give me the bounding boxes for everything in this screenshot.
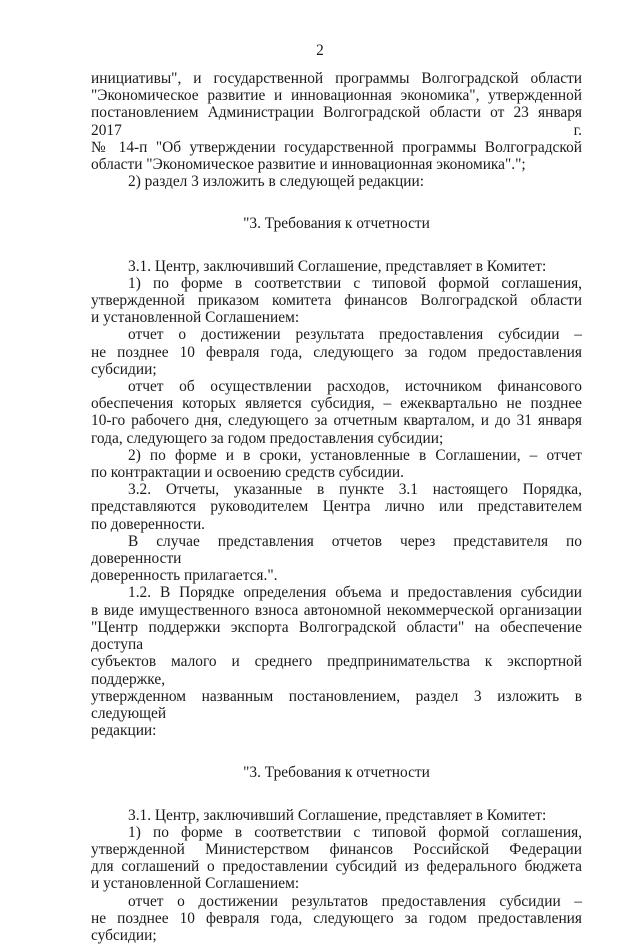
section-heading: "3. Требования к отчетности	[243, 215, 430, 233]
text-line: утвержденной Министерством финансов Российской Федерации	[91, 840, 582, 858]
document-body	[91, 70, 582, 944]
text-line: области "Экономическое развитие и инновационная экономика".";	[91, 156, 526, 174]
text-line: утвержденном названным постановлением, раздел 3 изложить в следующей	[91, 687, 582, 722]
text-line: в виде имущественного взноса автономной некоммерческой организации	[91, 601, 582, 619]
text-line: 2) по форме и в сроки, установленные в Соглашении, – отчет	[128, 446, 582, 464]
text-line: 3.1. Центр, заключивший Соглашение, представляет в Комитет:	[128, 806, 547, 824]
text-line: отчет об осуществлении расходов, источником финансового	[128, 378, 582, 396]
text-line: № 14-п "Об утверждении государственной программы Волгоградской	[91, 138, 582, 156]
text-line: постановлением Администрации Волгоградской области от 23 января 2017 г.	[91, 104, 582, 139]
text-line: для соглашений о предоставлении субсидий из федерального бюджета	[91, 858, 582, 876]
text-line: инициативы", и государственной программы Волгоградской области	[91, 70, 582, 87]
text-line: утвержденной приказом комитета финансов Волгоградской области	[91, 292, 582, 310]
text-line: редакции:	[91, 722, 157, 740]
text-line: и установленной Соглашением:	[91, 309, 300, 327]
text-line: обеспечения которых является субсидия, – ежеквартально не позднее	[91, 395, 582, 413]
text-line: года, следующего за годом предоставления субсидии;	[91, 429, 444, 447]
text-line: представляются руководителем Центра лично или представителем	[91, 498, 582, 516]
text-line: доверенность прилагается.".	[91, 567, 278, 585]
text-line: и установленной Соглашением:	[91, 875, 300, 893]
text-line: В случае представления отчетов через представителя по доверенности	[91, 532, 582, 568]
text-line: отчет о достижении результатов предоставления субсидии –	[128, 892, 582, 910]
text-line: "Экономическое развитие и инновационная экономика", утвержденной	[91, 87, 582, 105]
text-line: 2) раздел 3 изложить в следующей редакции:	[128, 173, 424, 191]
text-line: 1.2. В Порядке определения объема и предоставления субсидии	[128, 584, 582, 602]
text-line: отчет о достижении результата предоставления субсидии –	[128, 326, 582, 344]
text-line: 10-го рабочего дня, следующего за отчетным кварталом, и до 31 января	[91, 412, 582, 430]
text-line: не позднее 10 февраля года, следующего за годом предоставления	[91, 343, 582, 361]
text-line: субъектов малого и среднего предпринимательства к экспортной поддержке,	[91, 653, 582, 688]
text-line: по доверенности.	[91, 515, 206, 533]
text-line: по контрактации и освоению средств субсидии.	[91, 464, 404, 482]
text-line: 1) по форме в соответствии с типовой формой соглашения,	[128, 823, 582, 841]
text-line: 1) по форме в соответствии с типовой формой соглашения,	[128, 274, 582, 292]
text-line: субсидии;	[91, 926, 157, 944]
text-line: 3.1. Центр, заключивший Соглашение, представляет в Комитет:	[128, 257, 547, 275]
text-line: субсидии;	[91, 360, 157, 378]
text-line: не позднее 10 февраля года, следующего за годом предоставления	[91, 909, 582, 927]
text-line: "Центр поддержки экспорта Волгоградской области" на обеспечение доступа	[91, 618, 582, 654]
text-line: 3.2. Отчеты, указанные в пункте 3.1 настоящего Порядка,	[128, 481, 582, 499]
page-number: 2	[316, 42, 324, 59]
section-heading: "3. Требования к отчетности	[243, 764, 430, 782]
